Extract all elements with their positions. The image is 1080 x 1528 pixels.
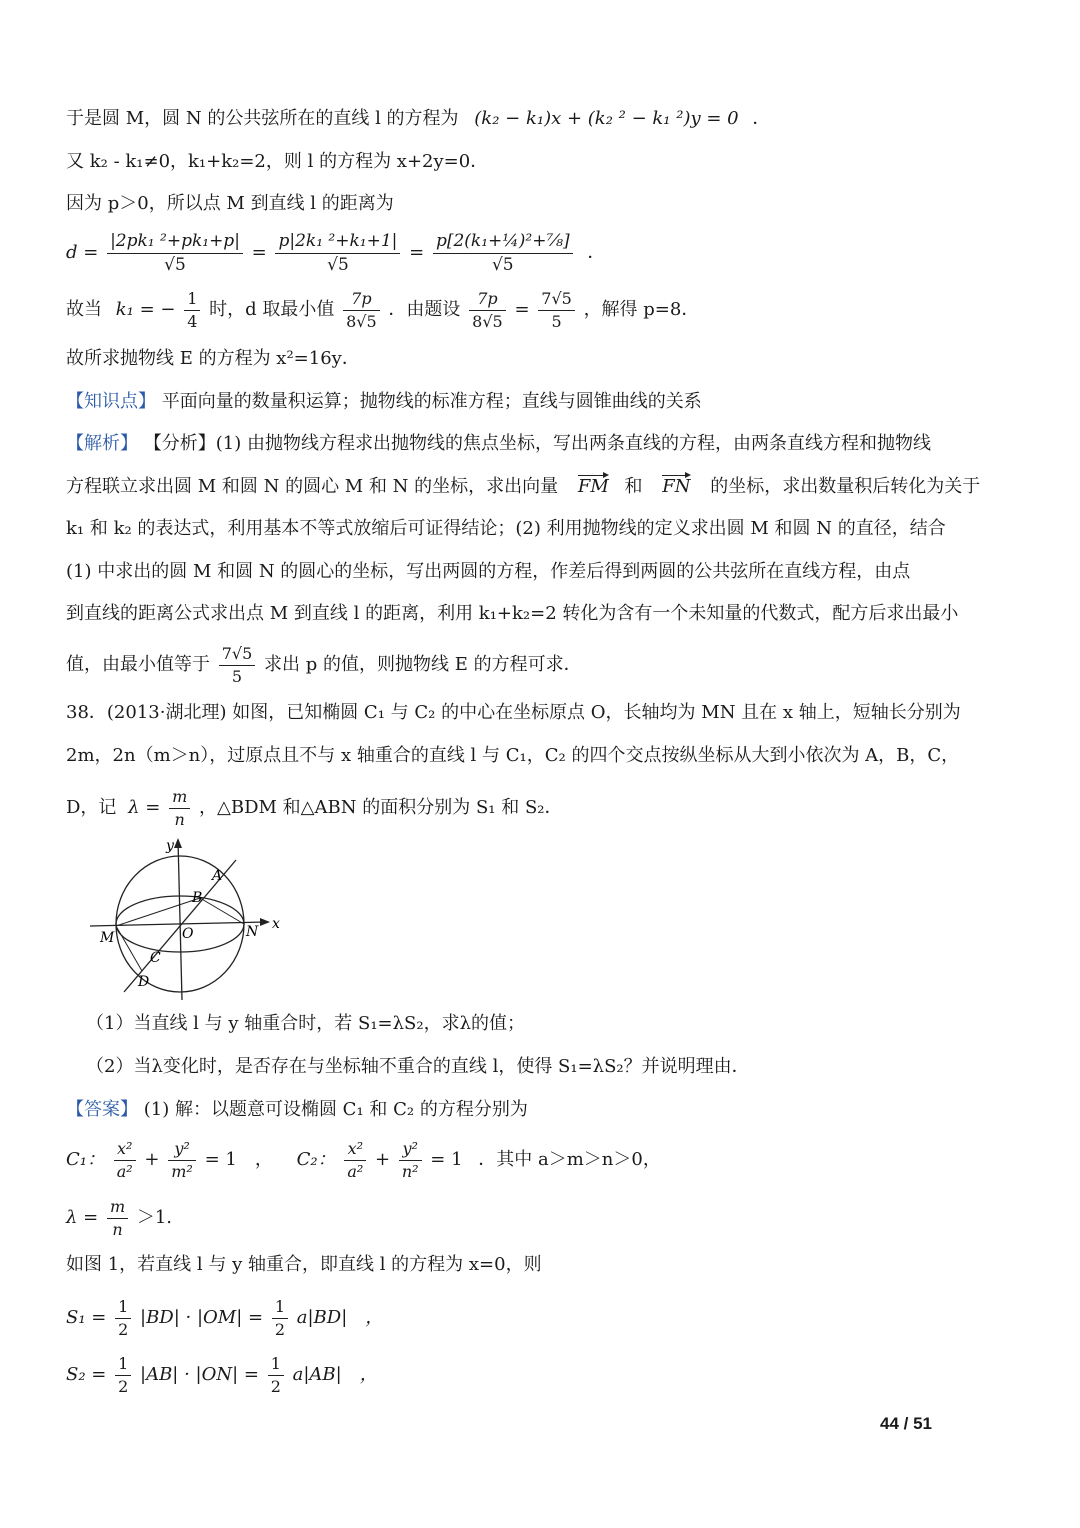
denominator: a² [344, 1160, 366, 1181]
denominator: 2 [115, 1318, 131, 1339]
fraction [275, 232, 400, 274]
page-number: 44 / 51 [880, 1414, 932, 1433]
numerator: 7√5 [541, 289, 572, 308]
formula-lhs: d = [66, 242, 99, 264]
knowledge-point-line [66, 393, 702, 411]
numerator: 7p [351, 289, 372, 308]
numerator: m [172, 787, 188, 806]
text-span: ，解得 p=8． [583, 299, 700, 321]
plus: + [375, 1149, 391, 1171]
sub-question-1 [86, 1015, 525, 1033]
fraction [115, 1298, 131, 1338]
denominator: n² [399, 1160, 422, 1181]
formula: |BD| · |OM| = [140, 1307, 264, 1329]
text-span: 求出 p 的值，则抛物线 E 的方程可求． [264, 654, 582, 676]
fraction [107, 1198, 128, 1238]
analysis-line-4 [66, 563, 910, 581]
denominator: 5 [219, 665, 256, 686]
numerator: 1 [274, 1297, 286, 1316]
formula: (k₂ − k₁)x + (k₂ ² − k₁ ²)y = 0 [474, 108, 739, 129]
text-line-3 [66, 195, 394, 213]
numerator: 1 [187, 289, 198, 308]
text-span: (1) 中求出的圆 M 和圆 N 的圆心的坐标，写出两圆的方程，作差后得到两圆的公共弦所在直线方程，由点 [66, 561, 911, 582]
denominator: 2 [272, 1318, 288, 1339]
text-span: 故所求抛物线 E 的方程为 x²=16y． [66, 348, 360, 369]
denominator: 8√5 [469, 310, 506, 331]
denominator: a² [114, 1160, 136, 1181]
text-span: 2m，2n（m＞n），过原点且不与 x 轴重合的直线 l 与 C₁，C₂ 的四个交点按纵坐标从大到小依次为 A，B，C， [66, 745, 960, 766]
text-span: ．由题设 [388, 299, 461, 321]
equals: = [409, 242, 425, 264]
formula: a|BD| ， [296, 1307, 384, 1329]
ellipse-figure [86, 836, 286, 1004]
analysis-line-2 [66, 478, 980, 496]
y-axis-arrow [174, 838, 182, 848]
numerator: x² [347, 1139, 363, 1158]
label-o: O [182, 926, 194, 942]
plus: + [144, 1149, 160, 1171]
numerator: 7√5 [221, 644, 253, 663]
fraction [107, 232, 243, 274]
fraction [114, 1140, 136, 1180]
numerator: y² [174, 1139, 190, 1158]
numerator: 7p [477, 289, 498, 308]
fraction [344, 1140, 366, 1180]
formula-lhs: S₂ = [66, 1364, 107, 1386]
s2-formula [66, 1355, 378, 1395]
question-38-line-1 [66, 704, 961, 722]
sub-question-2 [86, 1058, 750, 1076]
formula: λ = [128, 797, 161, 819]
fraction [268, 1355, 284, 1395]
s1-formula [66, 1298, 383, 1338]
analysis-line-6 [66, 645, 582, 685]
formula: a|AB| ， [292, 1364, 378, 1386]
text-span: ＞1. [136, 1207, 173, 1229]
text-span: 如图 1，若直线 l 与 y 轴重合，即直线 l 的方程为 x=0，则 [66, 1254, 542, 1275]
numerator: m [109, 1197, 126, 1216]
text-span: 时，d 取最小值 [209, 299, 335, 321]
equals: = [251, 242, 267, 264]
denominator: √5 [275, 253, 400, 275]
vector-fm: FM [577, 476, 609, 497]
fraction [399, 1140, 422, 1180]
fraction [168, 1140, 196, 1180]
question-38-line-2 [66, 747, 959, 765]
label-d: D [138, 974, 150, 990]
fraction [115, 1355, 131, 1395]
label-c: C [150, 950, 161, 966]
text-span: 方程联立求出圆 M 和圆 N 的圆心 M 和 N 的坐标，求出向量 [66, 476, 559, 497]
label-m: M [100, 930, 115, 946]
text-span: 和 [624, 476, 643, 497]
fraction [343, 290, 380, 330]
vector-fn: FN [662, 476, 691, 497]
formula: |AB| · |ON| = [140, 1364, 259, 1386]
numerator: x² [116, 1139, 133, 1158]
label-x: x [272, 916, 280, 932]
text-line-6 [66, 350, 360, 368]
numerator: 1 [118, 1297, 129, 1316]
denominator: 5 [538, 310, 575, 331]
text-span: (1) 解：以题意可设椭圆 C₁ 和 C₂ 的方程分别为 [143, 1099, 528, 1120]
fraction [538, 290, 575, 330]
text-span: ．其中 a＞m＞n＞0， [478, 1149, 661, 1171]
text-line-1 [66, 110, 770, 128]
denominator: √5 [433, 253, 573, 275]
fraction [219, 645, 256, 685]
denominator: m² [168, 1160, 196, 1181]
denominator: n [169, 808, 190, 829]
text-span: D，记 [66, 797, 117, 819]
numerator: 1 [118, 1354, 129, 1373]
text-span: k₁ 和 k₂ 的表达式，利用基本不等式放缩后可证得结论；(2) 利用抛物线的定义求出圆 M 和圆 N 的直径，结合 [66, 518, 946, 539]
text-span: 到直线的距离公式求出点 M 到直线 l 的距离，利用 k₁+k₂=2 转化为含有一个未知量的代数式，配方后求出最小 [66, 603, 959, 624]
text-span: （2）当λ变化时，是否存在与坐标轴不重合的直线 l，使得 S₁=λS₂？并说明理由． [86, 1056, 750, 1077]
formula: k₁ = − [115, 299, 176, 321]
equals: = 1 [430, 1149, 463, 1171]
text-span: 38．(2013·湖北理) 如图，已知椭圆 C₁ 与 C₂ 的中心在坐标原点 O，长轴均为 MN 且在 x 轴上，短轴长分别为 [66, 702, 961, 723]
text-span: 值，由最小值等于 [66, 654, 210, 676]
formula-lhs: S₁ = [66, 1307, 107, 1329]
formula-lhs: λ = [66, 1207, 99, 1229]
denominator: 2 [268, 1375, 284, 1396]
distance-formula [66, 232, 605, 274]
label-b: B [192, 890, 203, 906]
analysis-line-3 [66, 520, 946, 538]
segment-mb [116, 898, 200, 926]
punct: ． [587, 242, 606, 264]
text-line-5 [66, 290, 699, 330]
text-span: 的坐标，求出数量积后转化为关于 [710, 476, 981, 497]
equals: = [514, 299, 530, 321]
text-span: 平面向量的数量积运算；抛物线的标准方程；直线与圆锥曲线的关系 [161, 391, 702, 412]
analysis-line-1 [66, 435, 931, 453]
text-span: 又 k₂ - k₁≠0，k₁+k₂=2，则 l 的方程为 x+2y=0． [66, 151, 489, 172]
label-a: A [212, 868, 223, 884]
numerator: 1 [270, 1354, 281, 1373]
figure-1-line [66, 1256, 542, 1274]
denominator: n [107, 1218, 128, 1239]
numerator: p[2(k₁+¼)²+⅞] [435, 231, 570, 251]
ellipse-equations [66, 1140, 661, 1180]
x-axis-arrow [260, 918, 270, 926]
text-span: 于是圆 M，圆 N 的公共弦所在的直线 l 的方程为 [66, 108, 459, 129]
denominator: √5 [107, 253, 243, 275]
fraction [469, 290, 506, 330]
denominator: 8√5 [343, 310, 380, 331]
question-38-line-3 [66, 788, 562, 828]
label-n: N [246, 924, 259, 940]
formula-label: C₂： [296, 1149, 336, 1171]
y-axis [178, 840, 182, 1000]
denominator: 2 [115, 1375, 131, 1396]
label-y: y [166, 838, 174, 854]
analysis-tag: 【解析】 [66, 433, 138, 454]
text-span: 因为 p＞0，所以点 M 到直线 l 的距离为 [66, 193, 394, 214]
text-span: （1）当直线 l 与 y 轴重合时，若 S₁=λS₂，求λ的值； [86, 1013, 525, 1034]
text-span: ，△BDM 和△ABN 的面积分别为 S₁ 和 S₂． [199, 797, 563, 819]
fraction [169, 788, 190, 828]
knowledge-point-tag: 【知识点】 [66, 391, 156, 412]
fraction [272, 1298, 288, 1338]
text-line-2 [66, 153, 488, 171]
numerator: y² [402, 1139, 418, 1158]
text-span: 【分析】(1) 由抛物线方程求出抛物线的焦点坐标，写出两条直线的方程，由两条直线方程和抛物线 [143, 433, 931, 454]
punct: ． [752, 108, 771, 129]
equals: = 1 ， [204, 1149, 273, 1171]
numerator: |2pk₁ ²+pk₁+p| [110, 231, 240, 251]
analysis-line-5 [66, 605, 958, 623]
text-span: 故当 [66, 299, 102, 321]
lambda-line [66, 1198, 172, 1238]
answer-line-1 [66, 1101, 528, 1119]
denominator: 4 [184, 310, 200, 331]
fraction [184, 290, 200, 330]
formula-label: C₁： [66, 1149, 105, 1171]
numerator: p|2k₁ ²+k₁+1| [278, 231, 398, 251]
fraction [433, 232, 573, 274]
answer-tag: 【答案】 [66, 1099, 138, 1120]
